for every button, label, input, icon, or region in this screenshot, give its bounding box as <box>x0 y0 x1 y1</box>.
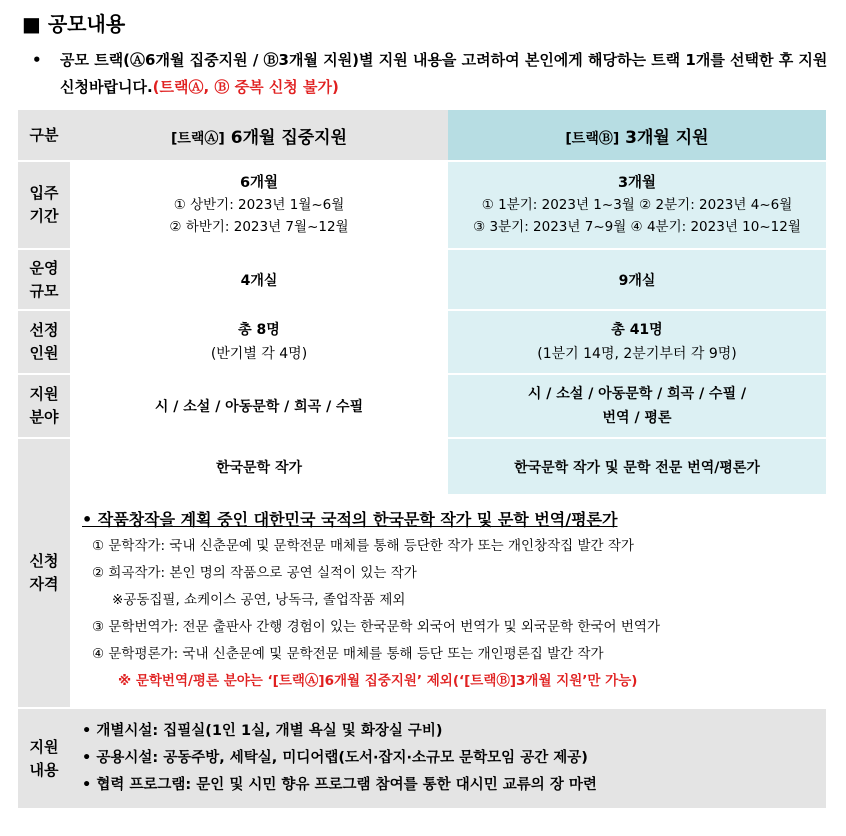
track-a-title: 6개월 집중지원 <box>230 127 348 148</box>
qualification-detail <box>70 494 826 708</box>
track-a-prefix: [트랙Ⓐ] <box>170 130 225 147</box>
track-b-header <box>448 110 826 161</box>
scale-label: 운영 규모 <box>18 249 70 310</box>
support-label: 지원 내용 <box>18 708 70 808</box>
selection-b-detail: (1분기 14명, 2분기부터 각 9명) <box>537 346 737 362</box>
support-detail <box>70 708 826 808</box>
support-row <box>18 708 826 808</box>
intro-bullet: • <box>32 51 42 69</box>
scale-track-a: 4개실 <box>70 249 448 310</box>
field-track-a: 시 / 소설 / 아동문학 / 희곡 / 수필 <box>70 374 448 438</box>
program-table <box>18 110 826 808</box>
period-a-line1: ① 상반기: 2023년 1월~6월 <box>173 197 345 213</box>
selection-track-b <box>448 310 826 374</box>
track-a-header <box>70 110 448 161</box>
period-track-b <box>448 161 826 249</box>
qualification-label: 신청 자격 <box>18 438 70 708</box>
support-item: • 공용시설: 공동주방, 세탁실, 미디어랩(도서·잡지·소규모 문학모임 공간 제공) <box>82 750 588 766</box>
selection-b-title: 총 41명 <box>611 322 663 338</box>
qualification-track-a: 한국문학 작가 <box>70 438 448 494</box>
track-b-prefix: [트랙Ⓑ] <box>565 130 620 147</box>
intro-note: (트랙Ⓐ, Ⓑ 중복 신청 불가) <box>152 78 339 96</box>
support-item: • 협력 프로그램: 문인 및 시민 향유 프로그램 참여를 통한 대시민 교류의 장 마련 <box>82 777 597 793</box>
field-label: 지원 분야 <box>18 374 70 438</box>
qualification-track-b: 한국문학 작가 및 문학 전문 번역/평론가 <box>448 438 826 494</box>
selection-track-a <box>70 310 448 374</box>
period-label: 입주 기간 <box>18 161 70 249</box>
period-row <box>18 161 826 249</box>
selection-label: 선정 인원 <box>18 310 70 374</box>
qualification-note: ※ 문학번역/평론 분야는 ‘[트랙Ⓐ]6개월 집중지원’ 제외(‘[트랙Ⓑ]3개월 지원’만 가능) <box>118 673 638 689</box>
qualification-detail-row <box>18 494 826 708</box>
period-track-a <box>70 161 448 249</box>
qualification-item: ④ 문학평론가: 국내 신춘문예 및 문학전문 매체를 통해 등단 또는 개인평론집 발간 작가 <box>92 646 604 662</box>
qualification-item: ③ 문학번역가: 전문 출판사 간행 경험이 있는 한국문학 외국어 번역가 및 외국문학 한국어 번역가 <box>92 619 660 635</box>
scale-row <box>18 249 826 310</box>
field-track-b: 시 / 소설 / 아동문학 / 희곡 / 수필 / 번역 / 평론 <box>448 374 826 438</box>
section-heading: ■ 공모내용 <box>22 12 126 36</box>
qualification-item: ② 희곡작가: 본인 명의 작품으로 공연 실적이 있는 작가 <box>92 565 417 581</box>
qualification-item: ※공동집필, 쇼케이스 공연, 낭독극, 졸업작품 제외 <box>112 592 406 608</box>
support-item: • 개별시설: 집필실(1인 1실, 개별 욕실 및 화장실 구비) <box>82 723 443 739</box>
period-b-line2: ③ 3분기: 2023년 7~9월 ④ 4분기: 2023년 10~12월 <box>473 219 801 235</box>
period-a-title: 6개월 <box>239 175 279 191</box>
qualification-row <box>18 438 826 494</box>
intro-text: 공모 트랙(Ⓐ6개월 집중지원 / Ⓑ3개월 지원)별 지원 내용을 고려하여 본인에게 해당하는 트랙 1개를 선택한 후 지원 신청바랍니다. <box>60 51 828 96</box>
track-b-title: 3개월 지원 <box>625 127 709 148</box>
period-b-title: 3개월 <box>617 175 657 191</box>
scale-track-b: 9개실 <box>448 249 826 310</box>
header-row <box>18 110 826 161</box>
intro-paragraph <box>32 47 832 101</box>
selection-a-title: 총 8명 <box>238 322 280 338</box>
period-b-line1: ① 1분기: 2023년 1~3월 ② 2분기: 2023년 4~6월 <box>481 197 793 213</box>
header-label: 구분 <box>18 110 70 161</box>
selection-row <box>18 310 826 374</box>
field-row <box>18 374 826 438</box>
selection-a-detail: (반기별 각 4명) <box>210 346 308 362</box>
period-a-line2: ② 하반기: 2023년 7월~12월 <box>169 219 349 235</box>
qualification-title: • 작품창작을 계획 중인 대한민국 국적의 한국문학 작가 및 문학 번역/평론가 <box>82 510 618 529</box>
qualification-item: ① 문학작가: 국내 신춘문예 및 문학전문 매체를 통해 등단한 작가 또는 개인창작집 발간 작가 <box>92 538 634 554</box>
